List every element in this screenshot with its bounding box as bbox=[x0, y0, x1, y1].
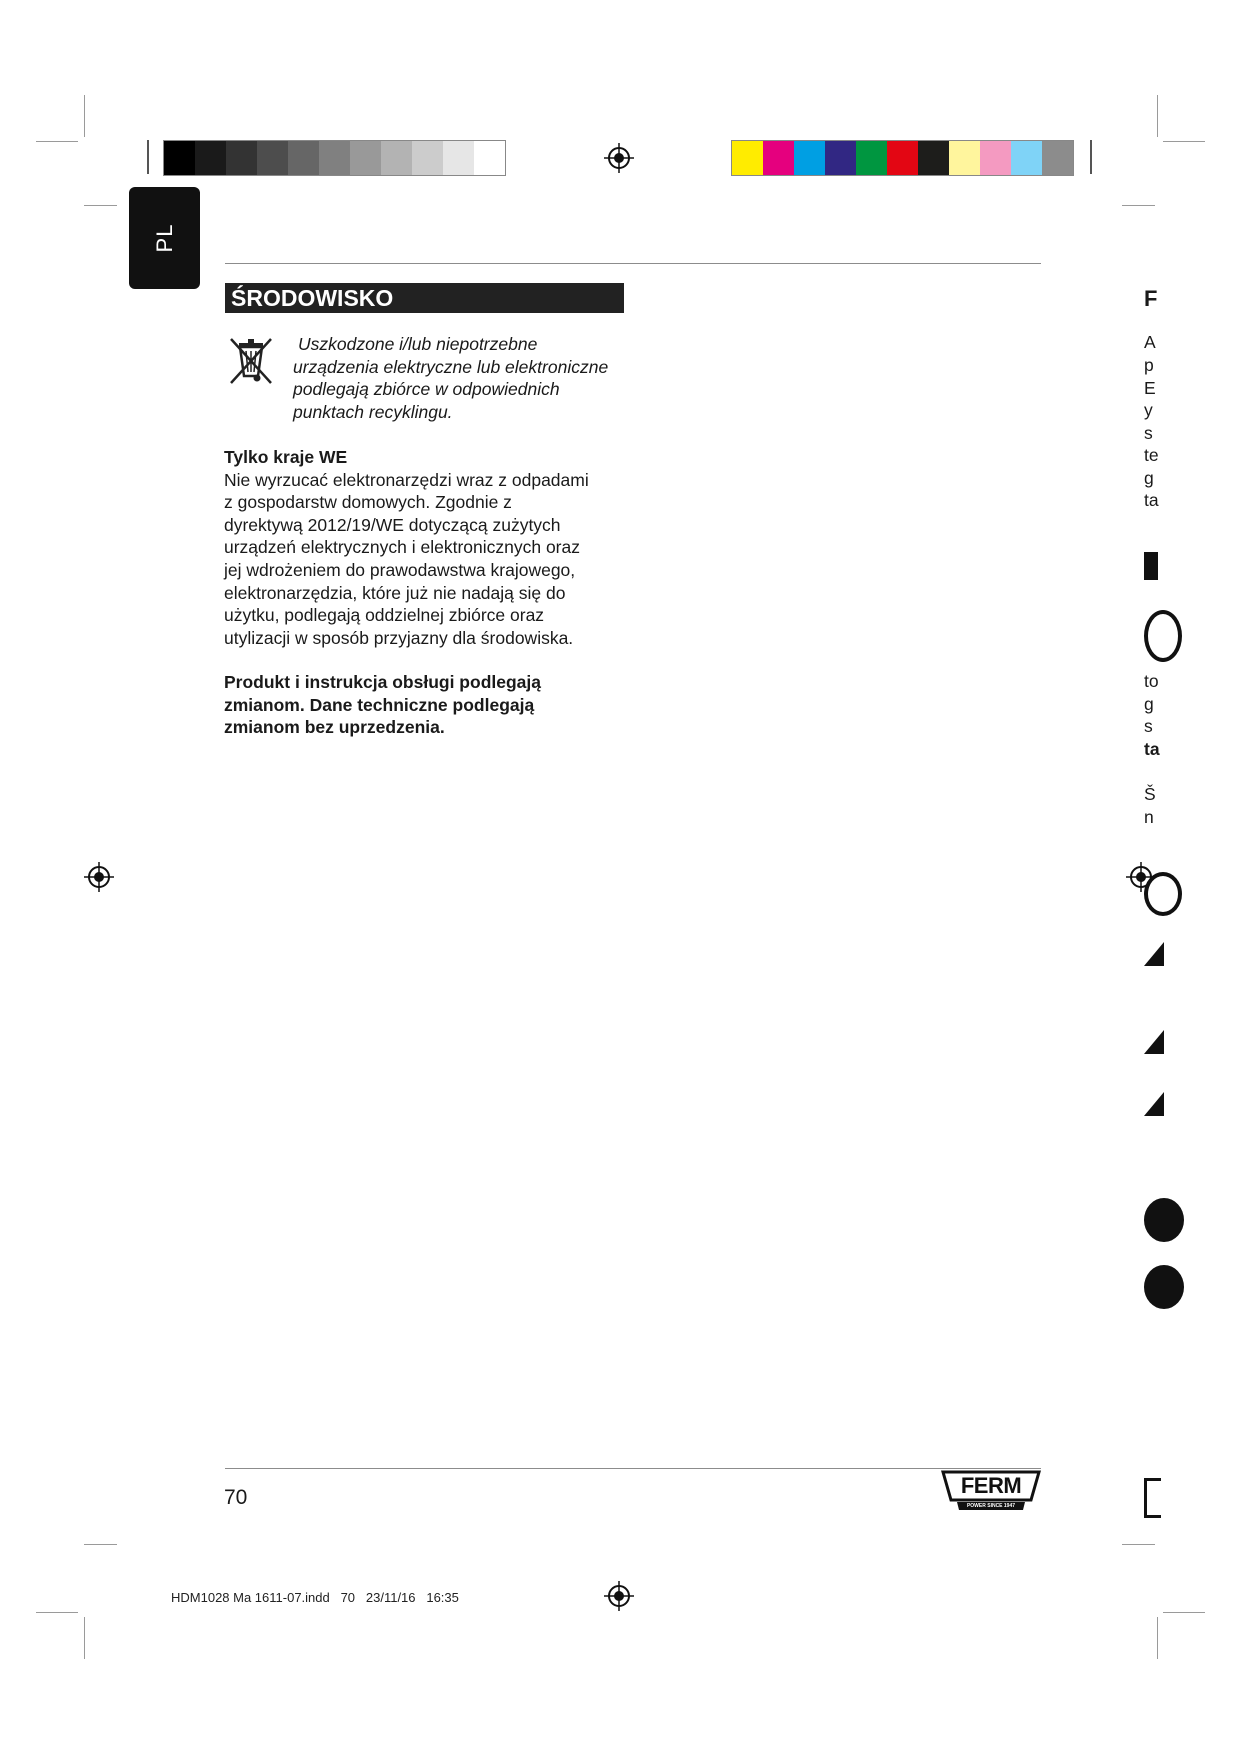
process-color-bar bbox=[731, 140, 1074, 176]
registration-mark-icon bbox=[84, 862, 114, 892]
next-page-fragment: to bbox=[1144, 671, 1159, 691]
registration-mark-icon bbox=[604, 1581, 634, 1611]
next-page-fragment: s bbox=[1144, 716, 1153, 736]
next-page-icon bbox=[1144, 552, 1158, 580]
weee-notice-line: Uszkodzone i/lub niepotrzebne bbox=[298, 334, 538, 354]
ferm-logo-tagline: POWER SINCE 1947 bbox=[966, 1503, 1016, 1509]
grayscale-bar bbox=[163, 140, 506, 176]
weee-notice-line: punktach recyklingu. bbox=[293, 401, 453, 422]
next-page-fragment: ta bbox=[1144, 739, 1160, 759]
color-swatch bbox=[732, 141, 763, 175]
eu-section bbox=[224, 446, 589, 649]
eu-body-line: urządzeń elektrycznych i elektronicznych oraz bbox=[224, 537, 580, 558]
next-page-fragment: ta bbox=[1144, 490, 1159, 510]
ferm-logo bbox=[941, 1470, 1041, 1512]
section-heading: ŚRODOWISKO bbox=[225, 283, 624, 313]
gray-swatch bbox=[226, 141, 257, 175]
color-swatch bbox=[1042, 141, 1073, 175]
next-page-icon bbox=[1144, 1265, 1184, 1309]
gray-swatch bbox=[288, 141, 319, 175]
color-swatch bbox=[794, 141, 825, 175]
weee-notice-line: urządzenia elektryczne lub elektroniczne bbox=[293, 356, 609, 377]
eu-body-line: użytku, podlegają oddzielnej zbiórce oraz bbox=[224, 605, 545, 626]
next-page-fragment: s bbox=[1144, 423, 1153, 443]
color-swatch bbox=[980, 141, 1011, 175]
next-page-icon bbox=[1144, 1478, 1161, 1518]
page-number: 70 bbox=[224, 1486, 248, 1509]
gray-swatch bbox=[195, 141, 226, 175]
next-page-fragment: p bbox=[1144, 355, 1154, 375]
color-swatch bbox=[887, 141, 918, 175]
change-notice-line: zmianom bez uprzedzenia. bbox=[224, 717, 445, 738]
crop-mark bbox=[1122, 205, 1155, 206]
gray-swatch bbox=[381, 141, 412, 175]
eu-body-line: z gospodarstw domowych. Zgodnie z bbox=[224, 492, 512, 513]
color-bar-edge bbox=[147, 140, 149, 174]
crop-mark bbox=[36, 141, 78, 142]
eu-heading: Tylko kraje WE bbox=[224, 447, 348, 467]
next-page-fragment: Š bbox=[1144, 784, 1156, 804]
gray-swatch bbox=[350, 141, 381, 175]
color-swatch bbox=[949, 141, 980, 175]
next-page-icon bbox=[1144, 942, 1164, 966]
color-swatch bbox=[918, 141, 949, 175]
next-page-fragment: E bbox=[1144, 378, 1156, 398]
crop-mark bbox=[1163, 141, 1205, 142]
crop-mark bbox=[84, 205, 117, 206]
language-code: PL bbox=[151, 223, 177, 253]
eu-body-line: elektronarzędzia, które już nie nadają się do bbox=[224, 582, 566, 603]
bottom-rule bbox=[225, 1468, 1041, 1469]
next-page-fragment: n bbox=[1144, 807, 1154, 827]
registration-mark-icon bbox=[604, 143, 634, 173]
top-rule bbox=[225, 263, 1041, 264]
print-slug: HDM1028 Ma 1611-07.indd 70 23/11/16 16:35 bbox=[171, 1590, 459, 1605]
gray-swatch bbox=[257, 141, 288, 175]
language-tab bbox=[129, 187, 200, 289]
color-swatch bbox=[1011, 141, 1042, 175]
next-page-fragment: A bbox=[1144, 332, 1156, 352]
crop-mark bbox=[84, 1617, 85, 1659]
crossed-out-bin-icon bbox=[228, 336, 274, 386]
next-page-icon bbox=[1144, 1198, 1184, 1242]
crop-mark bbox=[1157, 95, 1158, 137]
eu-body-line: utylizacji w sposób przyjazny dla środowiska. bbox=[224, 627, 574, 648]
gray-swatch bbox=[474, 141, 505, 175]
change-notice-line: Produkt i instrukcja obsługi podlegają bbox=[224, 672, 541, 692]
gray-swatch bbox=[319, 141, 350, 175]
eu-body-line: jej wdrożeniem do prawodawstwa krajowego, bbox=[224, 559, 576, 580]
color-swatch bbox=[856, 141, 887, 175]
next-page-fragment: g bbox=[1144, 694, 1154, 714]
next-page-icon bbox=[1144, 1092, 1164, 1116]
color-swatch bbox=[763, 141, 794, 175]
next-page-fragment: g bbox=[1144, 468, 1154, 488]
next-page-fragment: F bbox=[1144, 286, 1158, 311]
next-page-icon bbox=[1144, 610, 1182, 662]
change-notice-line: zmianom. Dane techniczne podlegają bbox=[224, 694, 535, 715]
gray-swatch bbox=[412, 141, 443, 175]
next-page-icon bbox=[1144, 1030, 1164, 1054]
crop-mark bbox=[84, 1544, 117, 1545]
change-notice bbox=[224, 671, 541, 739]
crop-mark bbox=[36, 1612, 78, 1613]
ferm-logo-text: FERM bbox=[960, 1473, 1022, 1498]
next-page-fragment: te bbox=[1144, 445, 1159, 465]
weee-notice bbox=[293, 333, 608, 423]
gray-swatch bbox=[443, 141, 474, 175]
eu-body-line: Nie wyrzucać elektronarzędzi wraz z odpadami bbox=[224, 469, 589, 490]
next-page-edge bbox=[1140, 250, 1158, 1550]
color-bar-edge bbox=[1090, 140, 1092, 174]
gray-swatch bbox=[164, 141, 195, 175]
eu-body-line: dyrektywą 2012/19/WE dotyczącą zużytych bbox=[224, 514, 561, 535]
color-swatch bbox=[825, 141, 856, 175]
crop-mark bbox=[1157, 1617, 1158, 1659]
crop-mark bbox=[84, 95, 85, 137]
weee-notice-line: podlegają zbiórce w odpowiednich bbox=[293, 379, 560, 400]
next-page-fragment: y bbox=[1144, 400, 1153, 420]
crop-mark bbox=[1163, 1612, 1205, 1613]
next-page-icon bbox=[1144, 872, 1182, 916]
